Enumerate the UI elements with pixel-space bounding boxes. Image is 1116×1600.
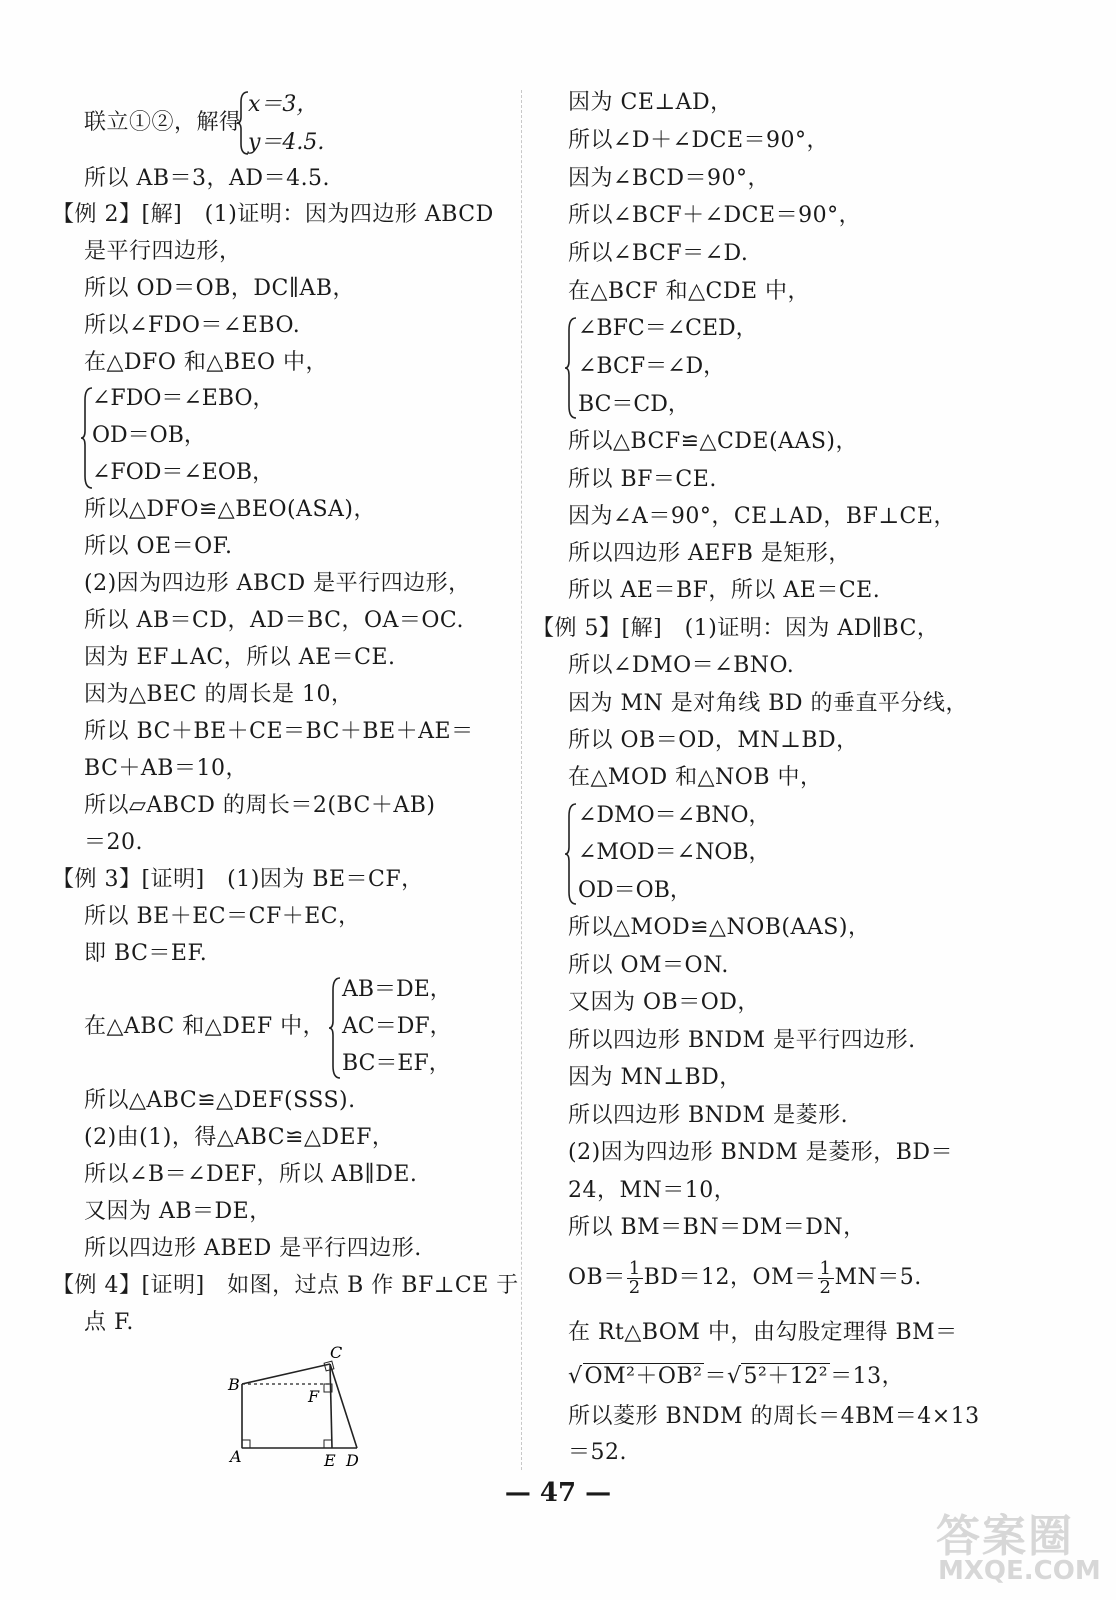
text-line: 又因为 OB＝OD， bbox=[568, 990, 760, 1015]
fraction-denominator: 2 bbox=[628, 1276, 641, 1298]
text-line: 所以 OD＝OB，DC∥AB， bbox=[84, 276, 356, 301]
text-line: 所以 BE＋EC＝CF＋EC， bbox=[84, 904, 361, 929]
text-line: 在△MOD 和△NOB 中， bbox=[568, 765, 823, 790]
text-line: 所以△MOD≌△NOB(AAS)， bbox=[568, 915, 871, 940]
system-line: y＝4.5. bbox=[248, 130, 325, 155]
text-line: 所以四边形 BNDM 是平行四边形. bbox=[568, 1028, 916, 1053]
example-3-heading: 【例 3】[证明] (1)因为 BE＝CF， bbox=[52, 867, 424, 892]
text-line: 因为△BEC 的周长是 10， bbox=[84, 682, 354, 707]
text-line: 所以△DFO≌△BEO(ASA)， bbox=[84, 497, 376, 522]
text-line: 所以∠DMO＝∠BNO. bbox=[568, 653, 795, 678]
example-4-heading: 【例 4】[证明] 如图，过点 B 作 BF⊥CE 于 bbox=[52, 1273, 519, 1298]
system-line: x＝3， bbox=[248, 92, 319, 117]
left-brace bbox=[564, 316, 578, 420]
system-line: ∠DMO＝∠BNO， bbox=[578, 803, 771, 828]
text-line: 所以 BC＋BE＋CE＝BC＋BE＋AE＝ bbox=[84, 719, 474, 744]
text-line: 所以 BF＝CE. bbox=[568, 467, 717, 492]
text-line: (2)因为四边形 BNDM 是菱形，BD＝ bbox=[568, 1140, 954, 1165]
text-line: 在△BCF 和△CDE 中， bbox=[568, 279, 811, 304]
system-line: ∠FOD＝∠EOB， bbox=[92, 460, 275, 485]
system-line: BC＝CD， bbox=[578, 392, 690, 417]
formula-part: OB＝ bbox=[568, 1265, 626, 1290]
formula-part: MN＝5. bbox=[834, 1265, 922, 1290]
text-line: 所以∠B＝∠DEF，所以 AB∥DE. bbox=[84, 1162, 418, 1187]
text-line: 因为 CE⊥AD， bbox=[568, 90, 733, 115]
text-line: 在 Rt△BOM 中，由勾股定理得 BM＝ bbox=[568, 1320, 958, 1345]
system-line: ∠BCF＝∠D， bbox=[578, 354, 726, 379]
fraction-half bbox=[627, 1257, 643, 1298]
system-line: AC＝DF， bbox=[342, 1014, 452, 1039]
text-line: 所以 AE＝BF，所以 AE＝CE. bbox=[568, 578, 881, 603]
watermark-title: 答案圈 bbox=[936, 1511, 1074, 1562]
text-line: 所以 BM＝BN＝DM＝DN， bbox=[568, 1215, 866, 1240]
radicand: 5²＋12² bbox=[743, 1364, 829, 1389]
text-line: 所以△BCF≌△CDE(AAS)， bbox=[568, 429, 858, 454]
text-line: BC＋AB＝10， bbox=[84, 756, 248, 781]
text-line: (2)由(1)，得△ABC≌△DEF， bbox=[84, 1125, 395, 1150]
column-separator bbox=[521, 90, 522, 1470]
text-line: 因为∠BCD＝90°， bbox=[568, 166, 770, 191]
text-line: 因为∠A＝90°，CE⊥AD，BF⊥CE， bbox=[568, 504, 956, 529]
text-line: 所以四边形 BNDM 是菱形. bbox=[568, 1103, 849, 1128]
square-root: √OM²＋OB² bbox=[568, 1364, 703, 1389]
text-line: 又因为 AB＝DE， bbox=[84, 1199, 272, 1224]
text-line: 所以 AB＝CD，AD＝BC，OA＝OC. bbox=[84, 608, 464, 633]
text-line: 是平行四边形， bbox=[84, 239, 242, 264]
text-line: 所以 OE＝OF. bbox=[84, 534, 233, 559]
left-brace bbox=[564, 802, 578, 906]
square-root: √5²＋12² bbox=[726, 1364, 829, 1389]
text-line: 在△ABC 和△DEF 中， bbox=[84, 1014, 326, 1039]
text-line: 24，MN＝10， bbox=[568, 1178, 737, 1203]
text-line: 所以 OM＝ON. bbox=[568, 953, 729, 978]
point-label-a: A bbox=[230, 1447, 242, 1466]
system-line: AB＝DE， bbox=[342, 977, 452, 1002]
text-line: 所以四边形 AEFB 是矩形， bbox=[568, 541, 851, 566]
system-line: OD＝OB， bbox=[578, 878, 692, 903]
example-5-heading: 【例 5】[解] (1)证明：因为 AD∥BC， bbox=[532, 616, 940, 641]
formula-part: ＝13， bbox=[830, 1364, 905, 1389]
text-line: 所以 AB＝3，AD＝4.5. bbox=[84, 166, 331, 191]
fraction-numerator: 1 bbox=[628, 1257, 641, 1279]
system-line: BC＝EF， bbox=[342, 1051, 451, 1076]
text-line: 所以△ABC≌△DEF(SSS). bbox=[84, 1088, 356, 1113]
watermark-logo bbox=[916, 1500, 1106, 1590]
radicand: OM²＋OB² bbox=[584, 1364, 703, 1389]
example-2-heading: 【例 2】[解] (1)证明：因为四边形 ABCD bbox=[52, 202, 494, 227]
system-line: ∠FDO＝∠EBO， bbox=[92, 386, 275, 411]
text-line: 所以 OB＝OD，MN⊥BD， bbox=[568, 728, 859, 753]
text-line: 联立①②，解得 bbox=[84, 110, 242, 135]
point-label-e: E bbox=[324, 1451, 336, 1470]
text-line: 所以∠FDO＝∠EBO. bbox=[84, 313, 301, 338]
fraction-line bbox=[568, 1258, 922, 1298]
system-line: OD＝OB， bbox=[92, 423, 206, 448]
point-label-c: C bbox=[330, 1343, 343, 1362]
text-line: 因为 MN 是对角线 BD 的垂直平分线， bbox=[568, 691, 969, 716]
text-line: ＝20. bbox=[84, 830, 143, 855]
fraction-denominator: 2 bbox=[819, 1276, 832, 1298]
text-line: 所以四边形 ABED 是平行四边形. bbox=[84, 1236, 422, 1261]
text-line: 因为 MN⊥BD， bbox=[568, 1065, 742, 1090]
point-label-d: D bbox=[346, 1451, 359, 1470]
text-line: 所以菱形 BNDM 的周长＝4BM＝4×13 bbox=[568, 1404, 980, 1429]
text-line: (2)因为四边形 ABCD 是平行四边形， bbox=[84, 571, 471, 596]
geometry-figure bbox=[222, 1340, 372, 1470]
system-line: ∠MOD＝∠NOB， bbox=[578, 840, 771, 865]
text-line: 所以∠BCF＋∠DCE＝90°， bbox=[568, 203, 862, 228]
page-number: — 47 — bbox=[504, 1478, 612, 1508]
text-line: 所以∠BCF＝∠D. bbox=[568, 241, 749, 266]
text-line: 点 F. bbox=[84, 1310, 134, 1335]
text-line: ＝52. bbox=[568, 1440, 627, 1465]
formula-part: ＝ bbox=[704, 1364, 727, 1389]
fraction-numerator: 1 bbox=[819, 1257, 832, 1279]
fraction-half bbox=[818, 1257, 834, 1298]
text-line: 在△DFO 和△BEO 中， bbox=[84, 350, 329, 375]
system-line: ∠BFC＝∠CED， bbox=[578, 316, 758, 341]
formula-part: BD＝12，OM＝ bbox=[643, 1265, 817, 1290]
text-line: 所以∠D＋∠DCE＝90°， bbox=[568, 128, 830, 153]
left-brace bbox=[328, 976, 342, 1080]
text-line: 即 BC＝EF. bbox=[84, 941, 208, 966]
text-line: 因为 EF⊥AC，所以 AE＝CE. bbox=[84, 645, 396, 670]
text-line: 所以▱ABCD 的周长＝2(BC＋AB) bbox=[84, 793, 436, 818]
point-label-b: B bbox=[228, 1375, 240, 1394]
watermark-url: MXQE.COM bbox=[938, 1556, 1101, 1586]
sqrt-line bbox=[568, 1362, 904, 1392]
point-label-f: F bbox=[308, 1387, 320, 1406]
